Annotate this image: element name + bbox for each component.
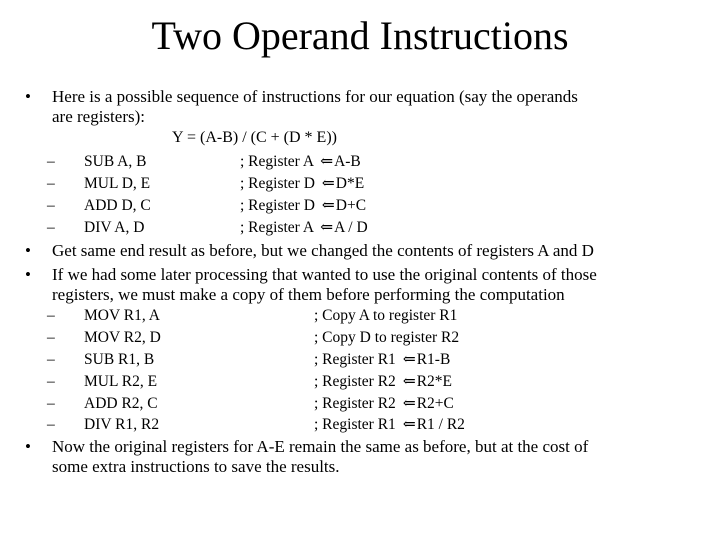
- left-arrow-icon: ⇐: [320, 153, 334, 170]
- instruction-text: MUL R2, E: [84, 373, 158, 390]
- bullet-text-line: some extra instructions to save the results.: [52, 457, 340, 476]
- equation: Y = (A-B) / (C + (D * E)): [172, 129, 337, 146]
- dash-icon: –: [47, 373, 55, 390]
- instruction-text: DIV R1, R2: [84, 416, 160, 433]
- dash-icon: –: [47, 307, 55, 324]
- bullet-text-line: registers, we must make a copy of them before performing the computation: [52, 285, 565, 304]
- left-arrow-icon: ⇐: [321, 175, 335, 192]
- dash-icon: –: [47, 175, 55, 192]
- instruction-comment: ; Register D ⇐D+C: [240, 197, 367, 214]
- dash-icon: –: [47, 329, 55, 346]
- instruction-comment: ; Register R2 ⇐R2+C: [314, 395, 454, 412]
- dash-icon: –: [47, 153, 55, 170]
- bullet-icon: •: [25, 87, 31, 106]
- bullet-text-line: If we had some later processing that wanted to use the original contents of those: [52, 265, 597, 284]
- bullet-text-line: Here is a possible sequence of instructions for our equation (say the operands: [52, 87, 578, 106]
- instruction-text: DIV A, D: [84, 219, 145, 236]
- left-arrow-icon: ⇐: [402, 395, 416, 412]
- left-arrow-icon: ⇐: [402, 416, 416, 433]
- instruction-comment: ; Register D ⇐D*E: [240, 175, 365, 192]
- left-arrow-icon: ⇐: [402, 373, 416, 390]
- instruction-comment: ; Copy A to register R1: [314, 307, 458, 324]
- left-arrow-icon: ⇐: [320, 219, 334, 236]
- instruction-comment: ; Register R1 ⇐R1 / R2: [314, 416, 465, 433]
- instruction-comment: ; Copy D to register R2: [314, 329, 460, 346]
- bullet-icon: •: [25, 265, 31, 284]
- instruction-text: MOV R1, A: [84, 307, 160, 324]
- left-arrow-icon: ⇐: [402, 351, 416, 368]
- left-arrow-icon: ⇐: [321, 197, 335, 214]
- bullet-text-line: are registers):: [52, 107, 145, 126]
- instruction-comment: ; Register R2 ⇐R2*E: [314, 373, 452, 390]
- bullet-text-line: Now the original registers for A-E remain the same as before, but at the cost of: [52, 437, 589, 456]
- instruction-comment: ; Register A ⇐A-B: [240, 153, 361, 170]
- instruction-text: MOV R2, D: [84, 329, 161, 346]
- instruction-text: SUB A, B: [84, 153, 147, 170]
- instruction-comment: ; Register R1 ⇐R1-B: [314, 351, 451, 368]
- instruction-text: SUB R1, B: [84, 351, 155, 368]
- instruction-comment: ; Register A ⇐A / D: [240, 219, 368, 236]
- bullet-text-line: Get same end result as before, but we changed the contents of registers A and D: [52, 241, 594, 260]
- bullet-icon: •: [25, 437, 31, 456]
- slide-title: Two Operand Instructions: [151, 13, 569, 58]
- instruction-text: MUL D, E: [84, 175, 151, 192]
- bullet-icon: •: [25, 241, 31, 260]
- dash-icon: –: [47, 416, 55, 433]
- dash-icon: –: [47, 197, 55, 214]
- instruction-text: ADD D, C: [84, 197, 151, 214]
- dash-icon: –: [47, 351, 55, 368]
- dash-icon: –: [47, 219, 55, 236]
- instruction-text: ADD R2, C: [84, 395, 158, 412]
- dash-icon: –: [47, 395, 55, 412]
